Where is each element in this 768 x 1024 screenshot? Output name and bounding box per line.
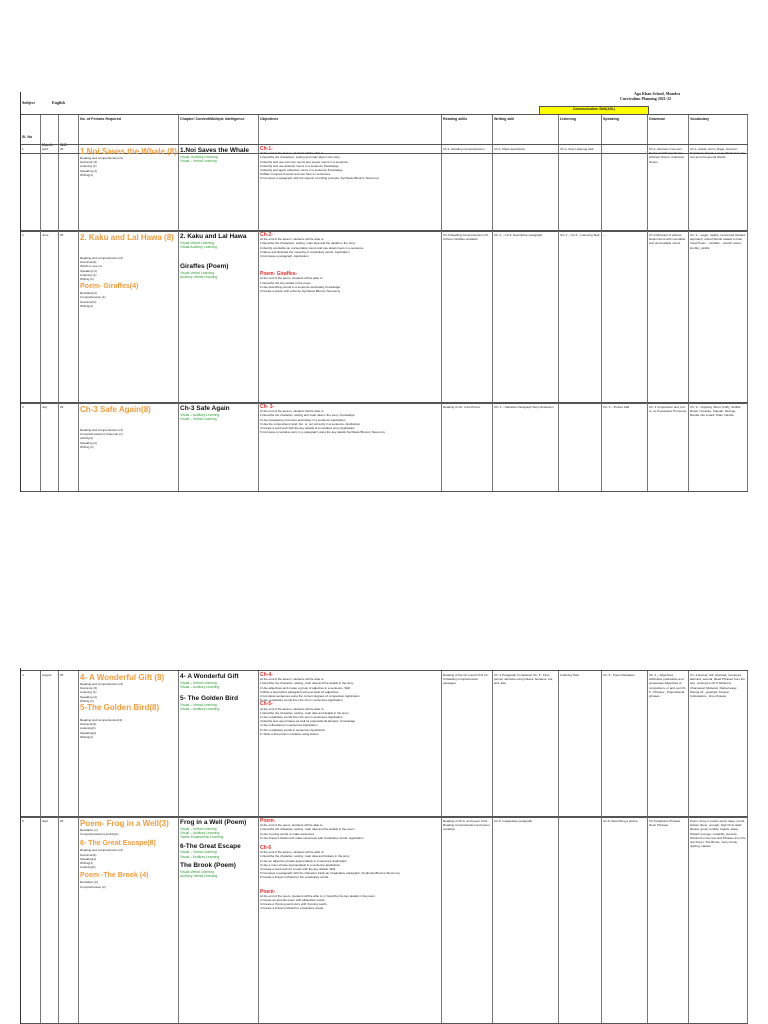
poem-title: Poem -The Brook (4) xyxy=(80,872,149,880)
chapter-periods: Recitation (1) Comprehension(1) Activity(1) xyxy=(80,828,119,837)
col-vocab: Vocabulary xyxy=(689,115,748,153)
mi-cell xyxy=(179,403,259,491)
chapter-periods: Reading and comprehension (3) Grammar (2) Listening (1) Speaking (1) Writing(1) xyxy=(80,156,123,177)
poem-periods: Recitation (2) Comprehension (2) xyxy=(80,880,106,889)
objective-heading: Ch-1- xyxy=(260,146,273,152)
mi-poem-styles: Visual-Verbal Learning Auditory-Verbal Learning xyxy=(180,869,218,878)
row-wd: 25 xyxy=(59,231,79,403)
objectives-cell xyxy=(259,671,442,817)
chapter-cell xyxy=(79,817,179,1023)
mi-styles: Visual – Verbal Learning Visual – Auditory Learning xyxy=(180,680,220,689)
chapter-periods-second: Reading and comprehension(3) Grammar(2) Listening(1) Speaking(1) Writing(1) xyxy=(80,718,123,739)
poem-periods: Recitation(1) Comprehension (1) Grammar(1) Writing(1) xyxy=(80,291,106,308)
mi-poem-title: Giraffes (Poem) xyxy=(180,263,229,271)
objective-heading: Ch- 3- xyxy=(260,404,275,410)
chapter-cell xyxy=(79,231,179,403)
col-reading: Reading skills xyxy=(442,115,493,153)
chapter-title: 1.Noi Saves the Whale (8) xyxy=(80,147,177,156)
table-row xyxy=(21,144,748,232)
grammar-cell: Ch- 3 Conjunction and, but, or, so Possessive Pronouns xyxy=(648,403,689,491)
poem-title: Poem- Giraffes(4) xyxy=(80,283,139,291)
objective-text-second: At the end of the lesson, students will be able to 1.Describe the character, setting, main idea and fantasy in the story 2.Use an adjective phrase appropriately in a sentence Application 3.Use a noun phrase appropriately in a sentence Application 4.Create a word web for a topic with the key details. Skill 5.Compose a paragraph with the character traits/ an imaginative paragraph- Synthesis Blooms Taxonomy 6.Create a Frayer's Model for the vocabulary words. xyxy=(260,850,400,880)
table-row xyxy=(21,670,748,818)
row-number: 4 xyxy=(21,671,41,817)
row-month: August xyxy=(41,671,59,817)
speaking-cell xyxy=(602,145,648,231)
objective-heading: Poem- xyxy=(260,818,276,824)
mi-title: 4- A Wonderful Gift xyxy=(180,673,239,680)
objective-heading: Ch-2- xyxy=(260,232,273,238)
reading-cell: Reading of the Ch-4 and Ch-5 Ch-5-Reading comprehension passages xyxy=(442,671,493,817)
mi-styles: Visual – Verbal Learning Visual – Auditory Learning Tactile-Kinaesthetic Learning xyxy=(180,826,224,840)
vocab-cell: Poem- Frog in a well- world, deep, round, bottom alone, enough, high Ch-6-relief, flipped, growl, terrible, beasts, sleep, Wizard revenge, cowardly, success Words from the text and Phrases from the text Poem- The Brook- merry brook, rippling, Hasten xyxy=(689,817,748,1023)
writing-cell: Ch-6- Imaginative paragraph xyxy=(493,817,559,1023)
mi-title: Frog in a Well (Poem) xyxy=(180,819,247,826)
table-row xyxy=(21,230,748,404)
poem-objective-text: At the end of the poem, students will be able to 1.Describe the key details in the poem 2.Use describing words in a sentence accurately Knowledge 3.Create a poster with a theme Synthesis Blooms Taxonomy xyxy=(260,276,341,294)
row-number: 2 xyxy=(21,231,41,403)
comm-skill-banner: Communication Skill(ASL) xyxy=(539,106,649,115)
mi-styles: Visual – Auditory Learning Visual – Verbal Learning xyxy=(180,412,220,421)
row-number: 1 xyxy=(21,145,41,231)
vocab-cell: Ch- 2 – eager, mighty, concerned startled, approach, retired Words related to train travel Poem – Giraffes – stretch velvet, knobby, giraffe xyxy=(689,231,748,403)
mi-title-second: 6-The Great Escape xyxy=(180,842,241,850)
school-name: Aga Khan School, Mundra xyxy=(634,91,681,96)
grammar-cell: Ch-1- Revision Common Nouns and Proper Nouns, Abstract Nouns, Collective Nouns xyxy=(648,145,689,231)
poem-objective-text: At the end of the poem, students will be able to 1. Describe the key details in the poem. 2.Create an acrostic poem with alliterative words. 3.Create a rhyming word story with rhyming words. 4.Create a Frayer's Model for vocabulary words. xyxy=(260,893,376,911)
reading-cell: Reading of Ch-6, and poem Ch-6-Reading comprehension and poem recitation xyxy=(442,817,493,1023)
mi-poem-styles: Visual-Verbal Learning Auditory-Verbal Learning xyxy=(180,270,218,280)
chapter-cell xyxy=(79,145,179,231)
page-two xyxy=(20,668,749,1024)
chapter-periods: Reading and comprehension (3) Grammar (2) Listening (1) Speaking (1) Writing (1) xyxy=(80,682,123,703)
objective-text: At the end of the lesson, students will be able to 1.Describe the character, setting and main idea in the story. Knowledge 2.Use possessive pronouns accurately in a sentence Application 3.Use the conjunctions (and, but, or, so) correctly in a sentence. Application 4.Create a word web with the key details of a narrative story Application 5.Compose a narrative story in a paragraph using the key details Synthesis Blooms Taxonomy xyxy=(260,409,386,435)
row-month: June xyxy=(41,231,59,403)
speaking-cell: - - xyxy=(602,231,648,403)
chapter-sub-title: 6- The Great Escape(8) xyxy=(80,840,156,848)
mi-cell xyxy=(179,145,259,231)
mi-title: 1.Noi Saves the Whale xyxy=(180,147,249,154)
grammar-cell: Ch-6 Adjective Phrases , Noun Phrases. xyxy=(648,817,689,1023)
row-wd: 20 xyxy=(59,145,79,231)
listening-cell: Listening Task xyxy=(559,671,602,817)
mi-title: 2. Kaku and Lal Hawa xyxy=(180,233,247,240)
writing-cell: Ch- 3 – Narrative Paragraph Story Extension xyxy=(493,403,559,491)
chapter-periods: Reading and comprehension (3) Grammar(2) Words in use (1) Speaking (1) Listening (1) Writing (1) xyxy=(80,256,123,282)
page-one xyxy=(20,92,749,492)
row-wd: 26 xyxy=(59,403,79,491)
objectives-cell xyxy=(259,231,442,403)
mi-cell xyxy=(179,817,259,1023)
listening-cell: Ch- 2 – Ch-3 – Listening Task xyxy=(559,231,602,403)
reading-cell: Ch-2 Reading Comprehension Ch-3-Poem Giraffes-recitation xyxy=(442,231,493,403)
mi-title: Ch-3 Safe Again xyxy=(180,405,230,412)
col-speaking: Speaking xyxy=(602,115,648,153)
grammar-cell: Ch-2 Revision of articles Determiners with countable and uncountable nouns xyxy=(648,231,689,403)
col-month: Month xyxy=(41,115,59,153)
chapter-title: 4- A Wonderful Gift (8) xyxy=(80,673,165,682)
reading-cell: Ch-1- Reading Comprehension xyxy=(442,145,493,231)
chapter-title: Poem- Frog in a Well(3) xyxy=(80,819,169,828)
col-writing: Writing skill xyxy=(493,115,559,153)
poem-objective-heading: Poem- Giraffes- xyxy=(260,271,298,278)
vocab-cell: Ch-1- Island, storm, Rage, Survivor, Sustained, Sneak, Lonely Words from the text and Compound Words xyxy=(689,145,748,231)
plan-title: Curriculum Planning 2021-22 xyxy=(620,96,672,101)
objectives-cell xyxy=(259,145,442,231)
objective-text: At the end of the lesson, students will be able to 1.Describe the characters, setting and main idea in the story 2.Identify and use common nouns and proper nouns in a sentence 3.Identify and use abstract nouns in a sentence Knowledge 4.Identify and apply collective nouns in a sentence Knowledge 5.Make compound words and use them in sentences 6.Compose a paragraph with the support of writing prompts- Synthesis Blooms Taxonomy xyxy=(260,151,380,181)
chapter-cell xyxy=(79,403,179,491)
listening-cell xyxy=(559,817,602,1023)
listening-cell: Ch-1- Post Listening task xyxy=(559,145,602,231)
mi-styles: Visual-Verbal Learning Visual-Auditory Learning xyxy=(180,240,217,249)
writing-cell: Ch-1- Place description xyxy=(493,145,559,231)
col-chapter: Chapter/ Content/Multiple Intelligence xyxy=(179,115,259,153)
listening-cell xyxy=(559,403,602,491)
objective-text-second: At the end of the lesson, students will be able to 1.Describe the character, setting, main idea and details in the story 2.Use vocabulary words from the text in sentences Application 3.Identify and use phrases as well as prepositional phrases. Knowledge 4.Use collocations in sentences Application 5.Use vocabulary words in sentences Application 6. Write a first-person narrative using linkers xyxy=(260,706,356,736)
mi-title-second: 5- The Golden Bird xyxy=(180,695,239,703)
table-row xyxy=(21,816,748,1024)
objective-heading-second: Ch-5- xyxy=(260,701,273,708)
mi-cell xyxy=(179,671,259,817)
objective-text: At the end of the lesson, students will be able to 1.Describe the characters, setting, main idea and the details in the story 2.Identify countable an uncountable nouns and use determiners in a sentence. 3.Name and illustrate the meaning of vocabulary words. Application 4.Compose a paragraph. Application xyxy=(260,237,365,259)
col-objectives: Objectives xyxy=(259,115,442,153)
reading-cell: Reading of Ch- 3 and Poem xyxy=(442,403,493,491)
mi-cell xyxy=(179,231,259,403)
objectives-cell xyxy=(259,817,442,1023)
col-wd: W.D xyxy=(59,115,79,153)
row-month: Sept xyxy=(41,817,59,1023)
chapter-title: Ch-3 Safe Again(8) xyxy=(80,405,151,414)
poem-objective-heading: Poem- xyxy=(260,888,276,895)
vocab-cell: Ch- 3 – Gripping, Burst, Fluffy, Shuffle, Roast, Creature, Squeak, Strange, Bundle into a sack, Plain, Dazzle xyxy=(689,403,748,491)
vocab-cell: Ch- 4 Except, still, charcoal, overjoyed, alarmed, several, bleed Phrases from the text , Antonyms Ch-5 Slithered, Chameleon Muttered, Darted away , Swung off , gnashed, Tossed , Collocations , time phrases xyxy=(689,671,748,817)
subject-value: English xyxy=(52,100,65,105)
col-periods: No. of Periods Required xyxy=(79,115,179,153)
row-wd: 25 xyxy=(59,817,79,1023)
writing-cell: Ch- 4 Paragraph Completion Ch- 5 - First- person narrative using linkers- because, but, and, also xyxy=(493,671,559,817)
row-wd: 25 xyxy=(59,671,79,817)
row-number: 5 xyxy=(21,817,41,1023)
writing-cell: Ch- 2 – Ch-3- Descriptive paragraph xyxy=(493,231,559,403)
speaking-cell: Ch- 3 – Picture Talk xyxy=(602,403,648,491)
col-listening: Listening xyxy=(559,115,602,153)
speaking-cell: Ch- 5 - Poem Recitation xyxy=(602,671,648,817)
objective-heading: Ch-4- xyxy=(260,672,273,678)
chapter-periods-second: Reading and comprehension (3) Grammar(2) Speaking(1) Writing(1) Listening(1) xyxy=(80,848,123,870)
speaking-cell: Ch-6- Describing a picture xyxy=(602,817,648,1023)
col-sno: Sl. No xyxy=(21,115,41,153)
col-grammar: Grammar xyxy=(648,115,689,153)
row-number: 3 xyxy=(21,403,41,491)
grammar-cell: Ch- 4 – Adjectives, Attributive predicative and possessive Adjectives of comparison- er and -est Ch- 5 - Phrases , Prepositional phrases xyxy=(648,671,689,817)
chapter-title: 2. Kaku and Lal Hawa (8) xyxy=(80,233,174,242)
mi-styles-second: Visual – Verbal Learning Visual – Auditory Learning xyxy=(180,702,220,712)
mi-styles: Visual- Auditory Learning Visual – Verbal Learning xyxy=(180,154,218,163)
chapter-periods: Reading and comprehension (3) Comprehension(1) Grammar (1) Activity(1) Speaking (1) Writing (1) xyxy=(80,428,123,449)
mi-poem-title: The Brook (Poem) xyxy=(180,862,236,870)
row-month: April xyxy=(41,145,59,231)
table-row xyxy=(21,402,748,492)
chapter-title-second: 5-The Golden Bird(8) xyxy=(80,703,160,713)
subject-label: Subject xyxy=(22,100,35,105)
objective-text: At the end of the lesson, students will be able to 1.Describe the character, setting, main idea and the details in the story 2.Use adjectives and create a group of adjective in a sentence. Skill 3.Write a descriptive paragraph using at least 10 adjectives 4.Complete sentences using the correct degrees of comparison Application 5.Use vocabulary words from the text in sentences Application xyxy=(260,677,360,703)
chapter-cell xyxy=(79,671,179,817)
objective-heading-second: Ch-6 xyxy=(260,845,272,852)
objectives-cell xyxy=(259,403,442,491)
objective-text: At the end of the poem, students will be able to, 1.Describe the character, setting, main idea and the details in the poem 2.Use rhyming words to make sentences 3.Use Frayer's Model and make sentences with vocabulary words. Application xyxy=(260,823,364,840)
mi-styles-second: Visual – Verbal Learning Visual – Auditory Learning xyxy=(180,850,220,859)
row-month: July xyxy=(41,403,59,491)
